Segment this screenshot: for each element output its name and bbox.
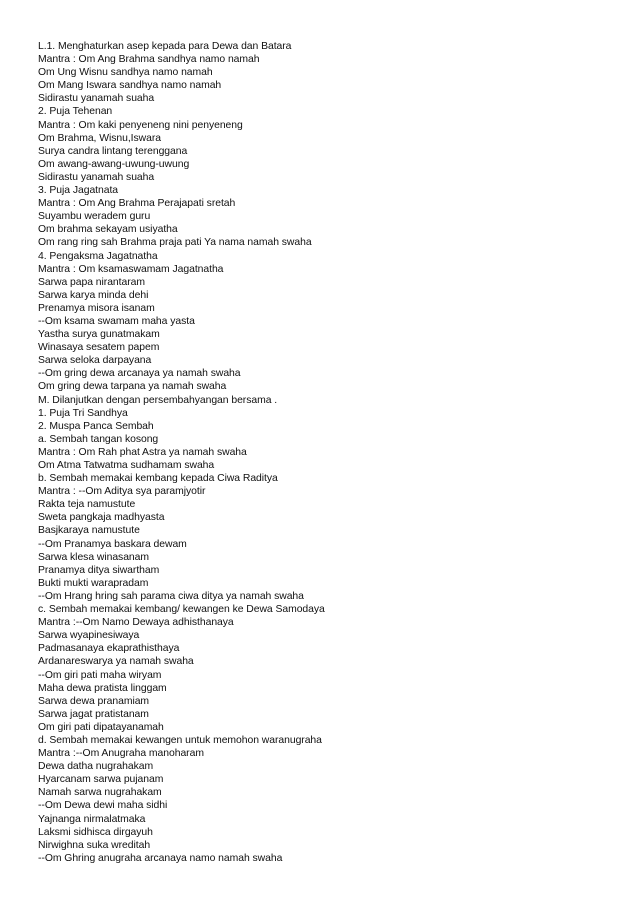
text-line: L.1. Menghaturkan asep kepada para Dewa dan Batara: [38, 41, 292, 52]
text-line: Om rang ring sah Brahma praja pati Ya nama namah swaha: [38, 237, 312, 249]
text-line: Om awang-awang-uwung-uwung: [38, 158, 190, 170]
text-line: --Om giri pati maha wiryam: [38, 669, 162, 681]
text-line: a. Sembah tangan kosong: [38, 433, 159, 445]
text-line: 2. Puja Tehenan: [38, 106, 113, 118]
text-line: Sarwa jagat pratistanam: [38, 708, 149, 720]
text-line: Prenamya misora isanam: [38, 302, 155, 314]
text-line: 3. Puja Jagatnata: [38, 185, 119, 197]
text-line: Ardanareswarya ya namah swaha: [38, 656, 194, 668]
text-line: Surya candra lintang terenggana: [38, 145, 188, 157]
text-line: Yajnanga nirmalatmaka: [38, 813, 146, 825]
text-line: Nirwighna suka wreditah: [38, 839, 151, 851]
text-line: 2. Muspa Panca Sembah: [38, 420, 154, 432]
text-line: M. Dilanjutkan dengan persembahyangan bersama .: [38, 394, 278, 406]
text-line: Sidirastu yanamah suaha: [38, 171, 155, 183]
text-line: Om brahma sekayam usiyatha: [38, 224, 178, 236]
text-line: Mantra : Om Ang Brahma sandhya namo namah: [38, 54, 260, 66]
document-body: [38, 40, 598, 865]
text-line: Padmasanaya ekaprathisthaya: [38, 643, 180, 655]
text-line: --Om Pranamya baskara dewam: [38, 538, 187, 550]
text-line: Om giri pati dipatayanamah: [38, 721, 164, 733]
text-line: Mantra : Om ksamaswamam Jagatnatha: [38, 263, 224, 275]
text-line: Om Ung Wisnu sandhya namo namah: [38, 67, 213, 79]
text-line: Suyambu weradem guru: [38, 211, 151, 223]
text-line: Sweta pangkaja madhyasta: [38, 512, 165, 524]
text-line: Om Mang Iswara sandhya namo namah: [38, 80, 222, 92]
text-line: Mantra : Om Ang Brahma Perajapati sretah: [38, 198, 236, 210]
text-line: Rakta teja namustute: [38, 499, 136, 511]
text-line: Sarwa dewa pranamiam: [38, 695, 150, 707]
text-line: Sarwa klesa winasanam: [38, 551, 149, 563]
text-line: Winasaya sesatem papem: [38, 342, 160, 354]
text-line: Mantra : Om Rah phat Astra ya namah swaha: [38, 446, 247, 458]
text-line: Om Atma Tatwatma sudhamam swaha: [38, 460, 215, 471]
text-line: Maha dewa pratista linggam: [38, 682, 167, 694]
text-line: Sarwa seloka darpayana: [38, 355, 152, 367]
text-line: Hyarcanam sarwa pujanam: [38, 774, 164, 786]
text-line: 4. Pengaksma Jagatnatha: [38, 250, 158, 262]
text-line: Dewa datha nugrahakam: [38, 761, 154, 773]
text-line: Namah sarwa nugrahakam: [38, 787, 162, 799]
text-line: Om Brahma, Wisnu,Iswara: [38, 132, 161, 144]
text-line: --Om Dewa dewi maha sidhi: [38, 800, 168, 812]
text-line: Mantra :--Om Namo Dewaya adhisthanaya: [38, 617, 234, 629]
text-line: Laksmi sidhisca dirgayuh: [38, 826, 153, 838]
text-line: d. Sembah memakai kewangen untuk memohon waranugraha: [38, 734, 322, 746]
text-line: Sarwa karya minda dehi: [38, 289, 149, 301]
text-line: --Om Ghring anugraha arcanaya namo namah swaha: [38, 852, 283, 864]
text-line: Yastha surya gunatmakam: [38, 329, 160, 341]
text-line: Sarwa wyapinesiwaya: [38, 630, 140, 642]
text-line: Sarwa papa nirantaram: [38, 276, 145, 288]
text-line: b. Sembah memakai kembang kepada Ciwa Raditya: [38, 473, 278, 485]
text-line: Mantra :--Om Anugraha manoharam: [38, 748, 204, 760]
text-line: 1. Puja Tri Sandhya: [38, 407, 128, 419]
text-line: c. Sembah memakai kembang/ kewangen ke Dewa Samodaya: [38, 604, 325, 616]
text-line: Bukti mukti warapradam: [38, 577, 149, 589]
text-line: Basjkaraya namustute: [38, 525, 140, 537]
text-line: --Om Hrang hring sah parama ciwa ditya ya namah swaha: [38, 590, 304, 602]
text-line: --Om ksama swamam maha yasta: [38, 315, 195, 327]
text-line: Mantra : Om kaki penyeneng nini penyeneng: [38, 119, 243, 131]
text-line: --Om gring dewa arcanaya ya namah swaha: [38, 368, 241, 380]
text-line: Om gring dewa tarpana ya namah swaha: [38, 381, 227, 393]
text-line: Pranamya ditya siwartham: [38, 564, 160, 576]
text-line: Mantra : --Om Aditya sya paramjyotir: [38, 486, 206, 498]
text-line: Sidirastu yanamah suaha: [38, 93, 155, 105]
